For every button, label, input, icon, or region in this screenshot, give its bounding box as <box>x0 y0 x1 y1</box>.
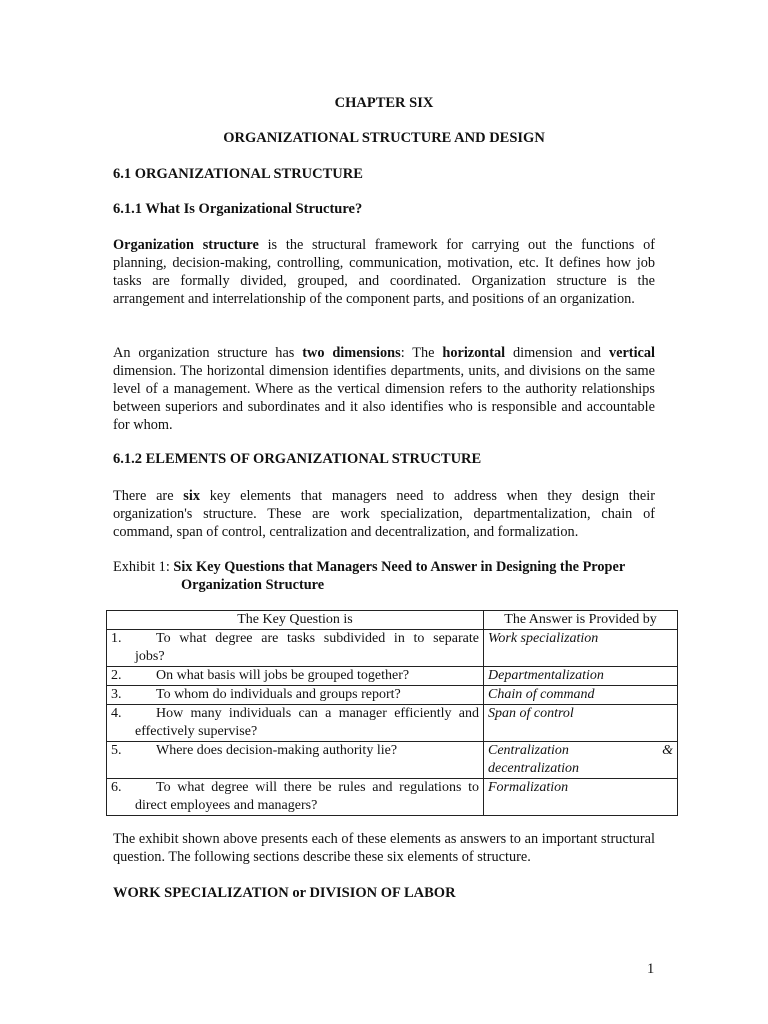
question-cell <box>107 630 484 667</box>
table-row <box>107 705 678 742</box>
question-cell <box>107 667 484 686</box>
table-row <box>107 742 678 779</box>
answer-cell <box>484 667 678 686</box>
question-text-cont: jobs? <box>135 649 165 664</box>
exhibit-caption <box>113 558 658 594</box>
question-cell <box>107 705 484 742</box>
answer-cell <box>484 779 678 816</box>
paragraph-definition <box>113 236 655 308</box>
question-text-cont: effectively supervise? <box>135 724 258 739</box>
paragraph-text: key elements that managers need to address when they design their organization's structure. These are work specialization, departmentalization, chain of command, span of control, centralization and decentralization, and formalization. <box>113 488 655 540</box>
answer-text: Span of control <box>488 706 574 721</box>
exhibit-title-line2: Organization Structure <box>181 577 325 593</box>
header-key-question: The Key Question is <box>107 611 484 630</box>
answer-cell <box>484 630 678 667</box>
answer-cell <box>484 742 678 779</box>
paragraph-text: : The <box>400 345 443 361</box>
answer-cell <box>484 705 678 742</box>
table-row <box>107 779 678 816</box>
bold-term: vertical <box>608 345 656 361</box>
section-heading-6-1: 6.1 ORGANIZATIONAL STRUCTURE <box>113 166 363 182</box>
question-text: How many individuals can a manager efficiently and <box>156 706 479 721</box>
question-text-cont: direct employees and managers? <box>135 798 318 813</box>
paragraph-dimensions <box>113 344 655 434</box>
answer-text-cont: decentralization <box>488 761 579 776</box>
paragraph-elements <box>113 487 655 541</box>
answer-text: Centralization & <box>488 743 673 758</box>
chapter-heading: CHAPTER SIX <box>334 95 434 111</box>
answer-text: Chain of command <box>488 687 595 702</box>
paragraph-text: There are <box>113 488 184 504</box>
row-number: 5. <box>111 743 122 758</box>
paragraph-text: dimension. The horizontal dimension identifies departments, units, and divisions on the same level of a management. Where as the vertical dimension refers to the authority relationships between superiors and subordinates and it also identifies who is responsible and accountable for whom. <box>113 363 655 433</box>
table-row <box>107 686 678 705</box>
table-header-row <box>107 611 678 630</box>
answer-cell <box>484 686 678 705</box>
paragraph-text: An organization structure has <box>113 345 303 361</box>
question-text: On what basis will jobs be grouped together? <box>156 668 410 683</box>
row-number: 4. <box>111 706 122 721</box>
bold-term: six <box>183 488 200 504</box>
section-heading-6-1-1: 6.1.1 What Is Organizational Structure? <box>113 201 363 217</box>
key-questions-table <box>106 610 678 816</box>
row-number: 3. <box>111 687 122 702</box>
answer-text: Work specialization <box>488 631 599 646</box>
answer-text: Formalization <box>488 780 569 795</box>
row-number: 1. <box>111 631 122 646</box>
page-number: 1 <box>647 961 655 977</box>
section-heading-work-specialization: WORK SPECIALIZATION or DIVISION OF LABOR <box>113 885 456 901</box>
chapter-title: ORGANIZATIONAL STRUCTURE AND DESIGN <box>223 130 545 146</box>
section-heading-6-1-2: 6.1.2 ELEMENTS OF ORGANIZATIONAL STRUCTURE <box>113 451 482 467</box>
table-row <box>107 630 678 667</box>
paragraph-exhibit-summary: The exhibit shown above presents each of these elements as answers to an important structural question. The following sections describe these six elements of structure. <box>113 831 655 865</box>
exhibit-label: Exhibit 1: <box>113 559 174 575</box>
paragraph-text: dimension and <box>505 345 609 361</box>
answer-text: Departmentalization <box>488 668 604 683</box>
paragraph-text: is the structural framework for carrying out the functions of planning, decision-making, controlling, communication, motivation, etc. It defines how job tasks are formally divided, grouped, and coordinated. Organization structure is the arrangement and interrelationship of the component parts, and positions of an organization. <box>113 237 655 307</box>
row-number: 6. <box>111 780 122 795</box>
bold-term: Organization structure <box>113 237 259 253</box>
question-text: To whom do individuals and groups report? <box>156 687 401 702</box>
bold-term: two dimensions <box>302 345 401 361</box>
question-text: Where does decision-making authority lie? <box>156 743 398 758</box>
question-text: To what degree will there be rules and regulations to <box>156 780 479 795</box>
question-cell <box>107 779 484 816</box>
question-cell <box>107 686 484 705</box>
bold-term: horizontal <box>442 345 506 361</box>
header-answer: The Answer is Provided by <box>484 611 678 630</box>
question-cell <box>107 742 484 779</box>
exhibit-title-line1: Six Key Questions that Managers Need to Answer in Designing the Proper <box>173 559 626 575</box>
row-number: 2. <box>111 668 122 683</box>
table-row <box>107 667 678 686</box>
question-text: To what degree are tasks subdivided in to separate <box>156 631 479 646</box>
